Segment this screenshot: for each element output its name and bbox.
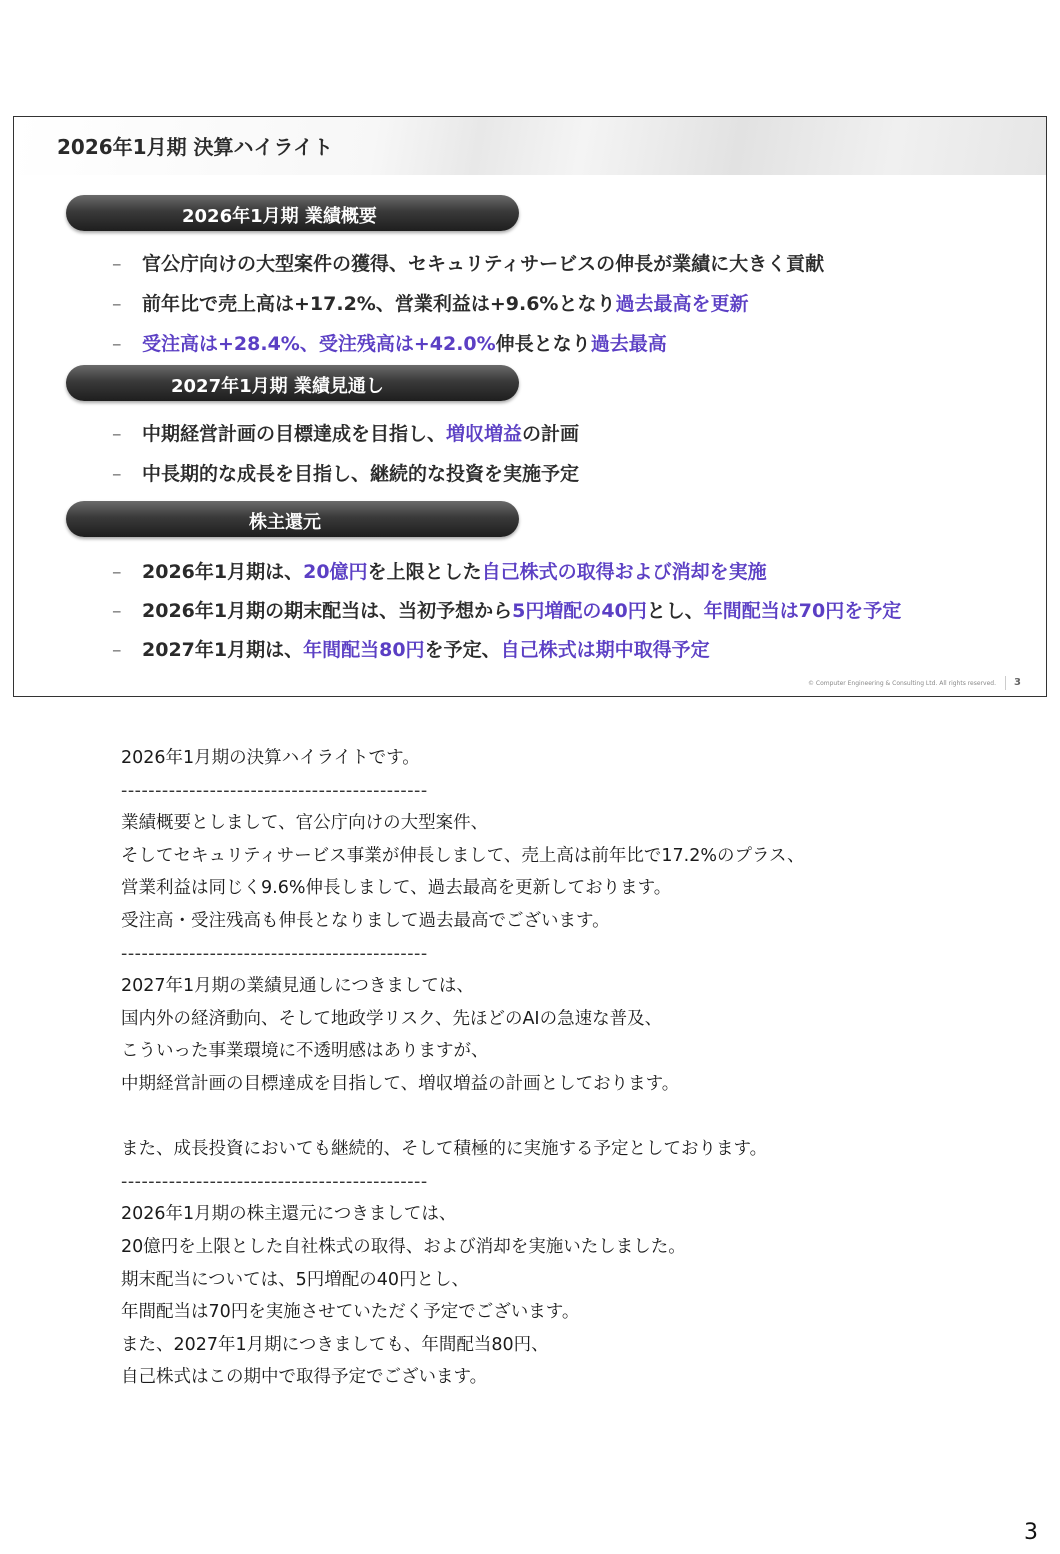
speaker-notes	[121, 742, 1021, 1394]
bullet-item: – 前年比で売上高は+17.2%、営業利益は+9.6%となり過去最高を更新	[112, 293, 749, 315]
highlight-text: 20億円	[303, 561, 368, 583]
bullet-text: を予定、	[424, 639, 501, 661]
highlight-text: 年間配当80円	[303, 639, 425, 661]
notes-line: また、成長投資においても継続的、そして積極的に実施する予定としております。	[121, 1139, 768, 1160]
bullet-text: 中長期的な成長を目指し、継続的な投資を実施予定	[142, 463, 580, 485]
highlight-text: 増収増益	[446, 423, 523, 445]
notes-line: こういった事業環境に不透明感はありますが、	[121, 1041, 489, 1062]
bullet-text: の計画	[522, 423, 580, 445]
bullet-item: – 2027年1月期は、年間配当80円を予定、自己株式は期中取得予定	[112, 639, 710, 661]
highlight-text: 自己株式は期中取得予定	[500, 639, 710, 661]
notes-line: 2026年1月期の株主還元につきましては、	[121, 1204, 457, 1225]
section-heading-label: 2027年1月期 業績見通し	[171, 376, 384, 397]
notes-line: 年間配当は70円を実施させていただく予定でございます。	[121, 1302, 580, 1323]
notes-line: また、2027年1月期につきましても、年間配当80円、	[121, 1334, 549, 1355]
notes-line: 20億円を上限とした自社株式の取得、および消却を実施いたしました。	[121, 1236, 686, 1257]
notes-line: 受注高・受注残高も伸長となりまして過去最高でございます。	[121, 910, 610, 931]
notes-line	[121, 1101, 1021, 1134]
bullet-text: 中期経営計画の目標達成を目指し、	[142, 423, 447, 445]
copyright-text: © Computer Engineering & Consulting Ltd. All rights reserved.	[808, 680, 996, 687]
page-number: 3	[1024, 1520, 1038, 1545]
section-heading-label: 2026年1月期 業績概要	[182, 206, 377, 227]
bullet-text: 前年比で売上高は+17.2%、営業利益は+9.6%となり	[142, 293, 616, 315]
notes-line: 期末配当については、5円増配の40円とし、	[121, 1269, 470, 1290]
bullet-text: 2026年1月期は、	[142, 561, 304, 583]
bullet-text: を上限とした	[367, 561, 482, 583]
highlight-text: 自己株式の取得および消却を実施	[481, 561, 767, 583]
highlight-text: 5円増配の40円	[512, 600, 647, 622]
highlight-text: 過去最高を更新	[615, 293, 749, 315]
notes-line: 自己株式はこの期中で取得予定でございます。	[121, 1367, 488, 1388]
bullet-text: 2026年1月期の期末配当は、当初予想から	[142, 600, 513, 622]
section-heading-forecast	[66, 365, 519, 401]
highlight-text: 受注高は+28.4%、受注残高は+42.0%	[142, 333, 496, 355]
bullet-item: – 2026年1月期の期末配当は、当初予想から5円増配の40円とし、年間配当は70円を予定	[112, 600, 902, 622]
slide-number: 3	[1014, 677, 1021, 688]
notes-divider: ---------------------------------------------	[121, 943, 428, 964]
footer-divider	[1005, 676, 1006, 690]
notes-line: そしてセキュリティサービス事業が伸長しまして、売上高は前年比で17.2%のプラス、	[121, 845, 805, 866]
notes-line: 2026年1月期の決算ハイライトです。	[121, 748, 420, 768]
bullet-item: – 官公庁向けの大型案件の獲得、セキュリティサービスの伸長が業績に大きく貢献	[112, 253, 825, 275]
notes-line: 2027年1月期の業績見通しにつきましては、	[121, 976, 474, 997]
notes-line: 営業利益は同じく9.6%伸長しまして、過去最高を更新しております。	[121, 878, 672, 899]
slide	[13, 116, 1047, 697]
notes-divider: ---------------------------------------------	[121, 780, 428, 801]
section-heading-shareholder-returns	[66, 501, 519, 537]
section-heading-results	[66, 195, 519, 231]
bullet-item: – 中長期的な成長を目指し、継続的な投資を実施予定	[112, 463, 580, 485]
notes-line: 業績概要としまして、官公庁向けの大型案件、	[121, 813, 489, 834]
bullet-text: 伸長となり	[495, 333, 591, 355]
bullet-item: – 2026年1月期は、20億円を上限とした自己株式の取得および消却を実施	[112, 561, 767, 583]
bullet-item: – 中期経営計画の目標達成を目指し、増収増益の計画	[112, 423, 580, 445]
highlight-text: 年間配当は70円を予定	[703, 600, 902, 622]
slide-title: 2026年1月期 決算ハイライト	[57, 135, 333, 159]
notes-divider: ---------------------------------------------	[121, 1171, 428, 1192]
notes-line: 中期経営計画の目標達成を目指して、増収増益の計画としております。	[121, 1073, 680, 1094]
bullet-text: 2027年1月期は、	[142, 639, 304, 661]
section-heading-label: 株主還元	[249, 512, 321, 533]
bullet-text: 官公庁向けの大型案件の獲得、セキュリティサービスの伸長が業績に大きく貢献	[142, 253, 825, 275]
bullet-item: – 受注高は+28.4%、受注残高は+42.0%伸長となり過去最高	[112, 333, 667, 355]
bullet-text: とし、	[646, 600, 704, 622]
highlight-text: 過去最高	[590, 333, 667, 355]
notes-line: 国内外の経済動向、そして地政学リスク、先ほどのAIの急速な普及、	[121, 1008, 663, 1029]
